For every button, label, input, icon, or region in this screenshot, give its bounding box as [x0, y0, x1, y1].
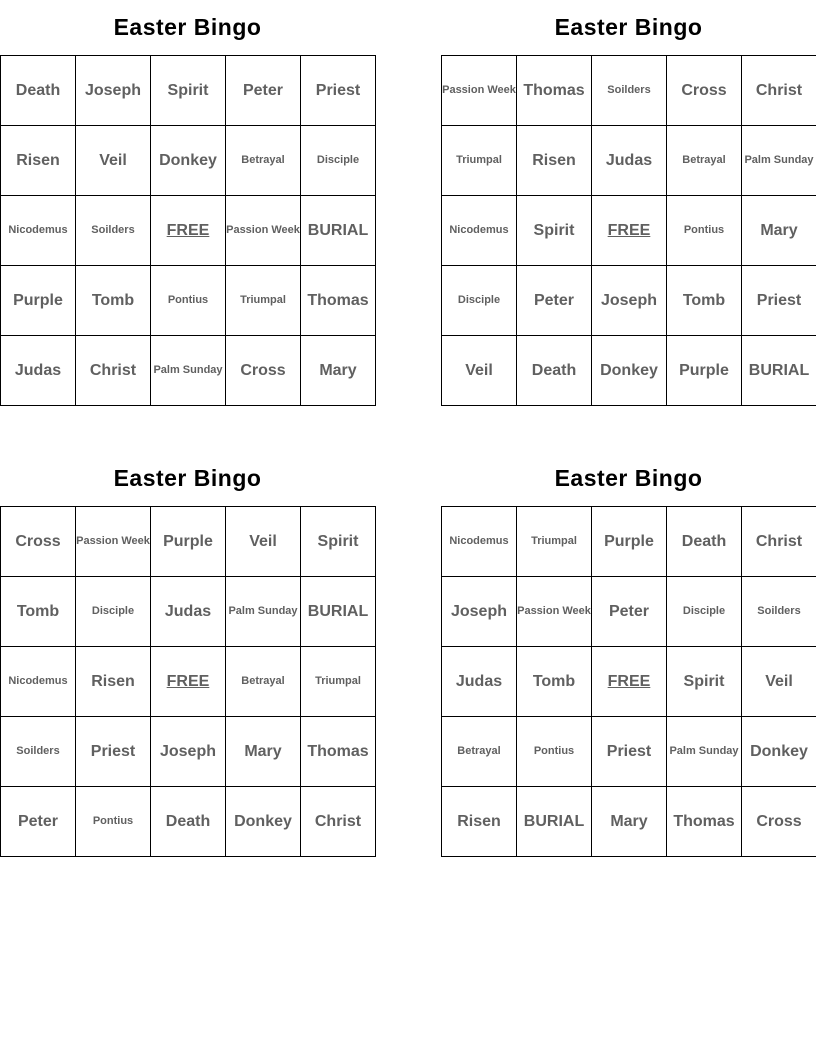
grid-row — [1, 266, 376, 336]
free-space: FREE — [592, 196, 667, 266]
bingo-cell: Risen — [1, 126, 76, 196]
bingo-cell: Priest — [592, 717, 667, 787]
bingo-cell: Veil — [76, 126, 151, 196]
bingo-cell: Palm Sunday — [667, 717, 742, 787]
grid-row — [442, 717, 816, 787]
bingo-cell: Peter — [226, 56, 301, 126]
bingo-cell: Purple — [1, 266, 76, 336]
bingo-cell: Disciple — [442, 266, 517, 336]
bingo-cell: Purple — [151, 507, 226, 577]
bingo-card-1 — [0, 0, 375, 406]
bingo-cell: BURIAL — [742, 336, 816, 406]
bingo-cell: Priest — [301, 56, 376, 126]
grid-row — [1, 717, 376, 787]
bingo-cell: BURIAL — [301, 196, 376, 266]
bingo-cell: BURIAL — [517, 787, 592, 857]
bingo-cell: Death — [151, 787, 226, 857]
grid-row — [442, 577, 816, 647]
bingo-cell: Death — [667, 507, 742, 577]
bingo-cell: Disciple — [76, 577, 151, 647]
bingo-cell: Betrayal — [442, 717, 517, 787]
bingo-cell: Judas — [1, 336, 76, 406]
bingo-cell: Thomas — [667, 787, 742, 857]
bingo-cell: Palm Sunday — [742, 126, 816, 196]
bingo-cell: Mary — [301, 336, 376, 406]
bingo-cell: Spirit — [667, 647, 742, 717]
bingo-cell: Pontius — [76, 787, 151, 857]
bingo-cell: Nicodemus — [1, 647, 76, 717]
bingo-cell: Joseph — [76, 56, 151, 126]
card-title: Easter Bingo — [113, 465, 262, 491]
bingo-grid — [441, 506, 816, 857]
bingo-cell: Donkey — [226, 787, 301, 857]
free-space: FREE — [151, 647, 226, 717]
bingo-cell: Veil — [742, 647, 816, 717]
bingo-cell: Soilders — [1, 717, 76, 787]
bingo-cell: Risen — [517, 126, 592, 196]
grid-row — [442, 507, 816, 577]
grid-row — [1, 647, 376, 717]
bingo-cell: Donkey — [742, 717, 816, 787]
bingo-cell: Palm Sunday — [226, 577, 301, 647]
bingo-cell: Pontius — [151, 266, 226, 336]
bingo-cell: Cross — [667, 56, 742, 126]
bingo-cell: Christ — [76, 336, 151, 406]
grid-row — [442, 126, 816, 196]
bingo-cell: Soilders — [592, 56, 667, 126]
bingo-cell: Cross — [1, 507, 76, 577]
bingo-cell: Disciple — [667, 577, 742, 647]
grid-row — [1, 196, 376, 266]
grid-row — [1, 787, 376, 857]
bingo-card-3 — [0, 451, 375, 857]
bingo-cell: Veil — [226, 507, 301, 577]
bingo-cell: Triumpal — [226, 266, 301, 336]
bingo-card-2 — [441, 0, 816, 406]
bingo-cell: Triumpal — [517, 507, 592, 577]
bingo-cell: Thomas — [517, 56, 592, 126]
bingo-cell: Christ — [742, 507, 816, 577]
bingo-cell: Betrayal — [226, 126, 301, 196]
bingo-cell: Spirit — [517, 196, 592, 266]
grid-row — [1, 56, 376, 126]
bingo-cell: Donkey — [151, 126, 226, 196]
grid-row — [1, 336, 376, 406]
bingo-cell: Peter — [592, 577, 667, 647]
grid-row — [442, 56, 816, 126]
bingo-card-4 — [441, 451, 816, 857]
bingo-cell: Passion Week — [226, 196, 301, 266]
bingo-cell: Priest — [76, 717, 151, 787]
bingo-cell: Joseph — [151, 717, 226, 787]
bingo-cell: Judas — [151, 577, 226, 647]
bingo-grid — [441, 55, 816, 406]
bingo-cell: Nicodemus — [442, 507, 517, 577]
bingo-cell: Priest — [742, 266, 816, 336]
bingo-cell: Death — [517, 336, 592, 406]
free-space: FREE — [592, 647, 667, 717]
bingo-cell: Triumpal — [442, 126, 517, 196]
bingo-cell: Thomas — [301, 717, 376, 787]
bingo-cell: Judas — [592, 126, 667, 196]
bingo-cell: Risen — [76, 647, 151, 717]
bingo-cell: Tomb — [1, 577, 76, 647]
bingo-cell: Passion Week — [76, 507, 151, 577]
bingo-cell: Judas — [442, 647, 517, 717]
bingo-cell: Risen — [442, 787, 517, 857]
bingo-cell: Tomb — [667, 266, 742, 336]
bingo-cell: Passion Week — [517, 577, 592, 647]
bingo-cell: Veil — [442, 336, 517, 406]
grid-row — [442, 787, 816, 857]
bingo-cell: Spirit — [151, 56, 226, 126]
bingo-cell: Soilders — [742, 577, 816, 647]
bingo-cell: Soilders — [76, 196, 151, 266]
grid-row — [442, 266, 816, 336]
bingo-cell: Peter — [1, 787, 76, 857]
grid-row — [442, 336, 816, 406]
bingo-cell: Betrayal — [226, 647, 301, 717]
bingo-cell: Mary — [226, 717, 301, 787]
bingo-cell: Palm Sunday — [151, 336, 226, 406]
bingo-cell: Pontius — [517, 717, 592, 787]
bingo-cell: Donkey — [592, 336, 667, 406]
card-title: Easter Bingo — [113, 14, 262, 40]
bingo-cell: Mary — [592, 787, 667, 857]
bingo-cell: Triumpal — [301, 647, 376, 717]
grid-row — [1, 507, 376, 577]
grid-row — [442, 647, 816, 717]
card-title: Easter Bingo — [554, 465, 703, 491]
bingo-cell: Mary — [742, 196, 816, 266]
card-title: Easter Bingo — [554, 14, 703, 40]
bingo-cell: Cross — [742, 787, 816, 857]
bingo-cell: Disciple — [301, 126, 376, 196]
bingo-cell: Death — [1, 56, 76, 126]
bingo-cell: Christ — [301, 787, 376, 857]
bingo-cell: Passion Week — [442, 56, 517, 126]
bingo-cell: Purple — [592, 507, 667, 577]
bingo-grid — [0, 55, 376, 406]
bingo-cell: Betrayal — [667, 126, 742, 196]
bingo-cell: Peter — [517, 266, 592, 336]
bingo-cell: Thomas — [301, 266, 376, 336]
bingo-cell: Nicodemus — [442, 196, 517, 266]
grid-row — [1, 577, 376, 647]
bingo-cell: Nicodemus — [1, 196, 76, 266]
bingo-cell: Joseph — [592, 266, 667, 336]
bingo-cell: BURIAL — [301, 577, 376, 647]
bingo-cell: Tomb — [76, 266, 151, 336]
grid-row — [442, 196, 816, 266]
bingo-cell: Purple — [667, 336, 742, 406]
bingo-cell: Tomb — [517, 647, 592, 717]
bingo-cell: Christ — [742, 56, 816, 126]
bingo-cell: Joseph — [442, 577, 517, 647]
grid-row — [1, 126, 376, 196]
bingo-cell: Cross — [226, 336, 301, 406]
bingo-grid — [0, 506, 376, 857]
bingo-cell: Spirit — [301, 507, 376, 577]
bingo-cell: Pontius — [667, 196, 742, 266]
free-space: FREE — [151, 196, 226, 266]
